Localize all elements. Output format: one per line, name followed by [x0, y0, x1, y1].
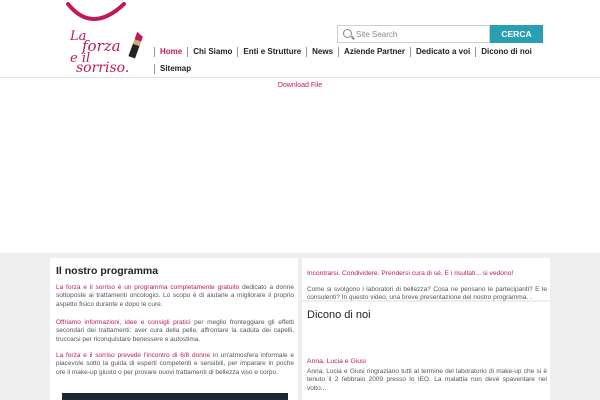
programma-panel [50, 258, 298, 400]
logo-word: La [70, 29, 87, 44]
video-title-link[interactable]: Incontrarsi. Condividere. Prendersi cura di sé. E i risultati... si vedono! [307, 270, 514, 277]
nav-sitemap[interactable]: Sitemap [154, 64, 196, 74]
programma-highlight: La forza e il sorriso è un programma completamente gratuito [56, 284, 240, 291]
programma-highlight: La forza e il sorriso prevede l'incontro di 6/8 donne [56, 352, 211, 359]
nav-dicono-di-noi[interactable]: Dicono di noi [475, 47, 537, 57]
nav-dedicato-a-voi[interactable]: Dedicato a voi [410, 47, 475, 57]
nav-chi-siamo[interactable]: Chi Siamo [187, 47, 237, 57]
search-icon [343, 29, 352, 38]
nav-enti-strutture[interactable]: Enti e Strutture [237, 47, 306, 57]
search-button[interactable]: CERCA [490, 25, 543, 43]
video-thumbnail[interactable] [62, 393, 288, 400]
nav-row [154, 46, 554, 58]
nav-row [154, 63, 554, 75]
dicono-title: Dicono di noi [307, 309, 371, 321]
programma-text: in un'atmosfera informale e piacevole sotto la guida di esperti competenti e sensibili, per imparare in poche ore il make-up giusto o per provare nuovi trattamenti di bellezza viso e corpo. [56, 352, 294, 376]
testimonial-text: Anna, Lucia e Giusi ringraziano tutti al termine del laboratorio di make-up che si è tenuto il 2 febbraio 2009 presso lo IEO. La malattia non deve spaventare nel volto... [307, 368, 547, 392]
logo-word: forza [82, 37, 121, 55]
logo-word: e il [70, 51, 91, 66]
programma-highlight: Offriamo informazioni, idee e consigli pratici [56, 319, 191, 326]
video-description: Come si svolgono i laboratori di bellezza? Cosa ne pensano le partecipanti? E le consulenti? In questo video, una breve presentazione del nostro programma. . [307, 286, 547, 302]
video-panel [302, 258, 550, 300]
dicono-panel [302, 302, 550, 400]
search-box [337, 25, 490, 43]
download-file-link[interactable]: Download File [277, 82, 323, 89]
programma-paragraph [56, 352, 294, 377]
main-nav [154, 46, 554, 80]
programma-text: per meglio fronteggiare gli effetti secondari dei trattamenti: aver cura della pelle, affrontare la caduta dei capelli, truccarsi per riconquistare benessere e autostima. [56, 319, 294, 343]
programma-title: Il nostro programma [56, 265, 159, 277]
logo-word: sorriso. [76, 60, 130, 76]
nav-news[interactable]: News [306, 47, 338, 57]
programma-paragraph [56, 284, 294, 309]
nav-home[interactable]: Home [154, 47, 187, 57]
nav-aziende-partner[interactable]: Aziende Partner [338, 47, 410, 57]
testimonial-name-link[interactable]: Anna, Lucia e Giusi [307, 358, 366, 365]
site-header [0, 0, 600, 78]
programma-text: dedicato a donne sottoposte ai trattamenti oncologici. Lo scopo è di aiutarle a migliorare il proprio aspetto fisico durante e dopo le cure. [56, 284, 295, 308]
search-input[interactable] [356, 27, 486, 41]
site-logo[interactable] [62, 0, 152, 76]
programma-paragraph [56, 319, 294, 344]
